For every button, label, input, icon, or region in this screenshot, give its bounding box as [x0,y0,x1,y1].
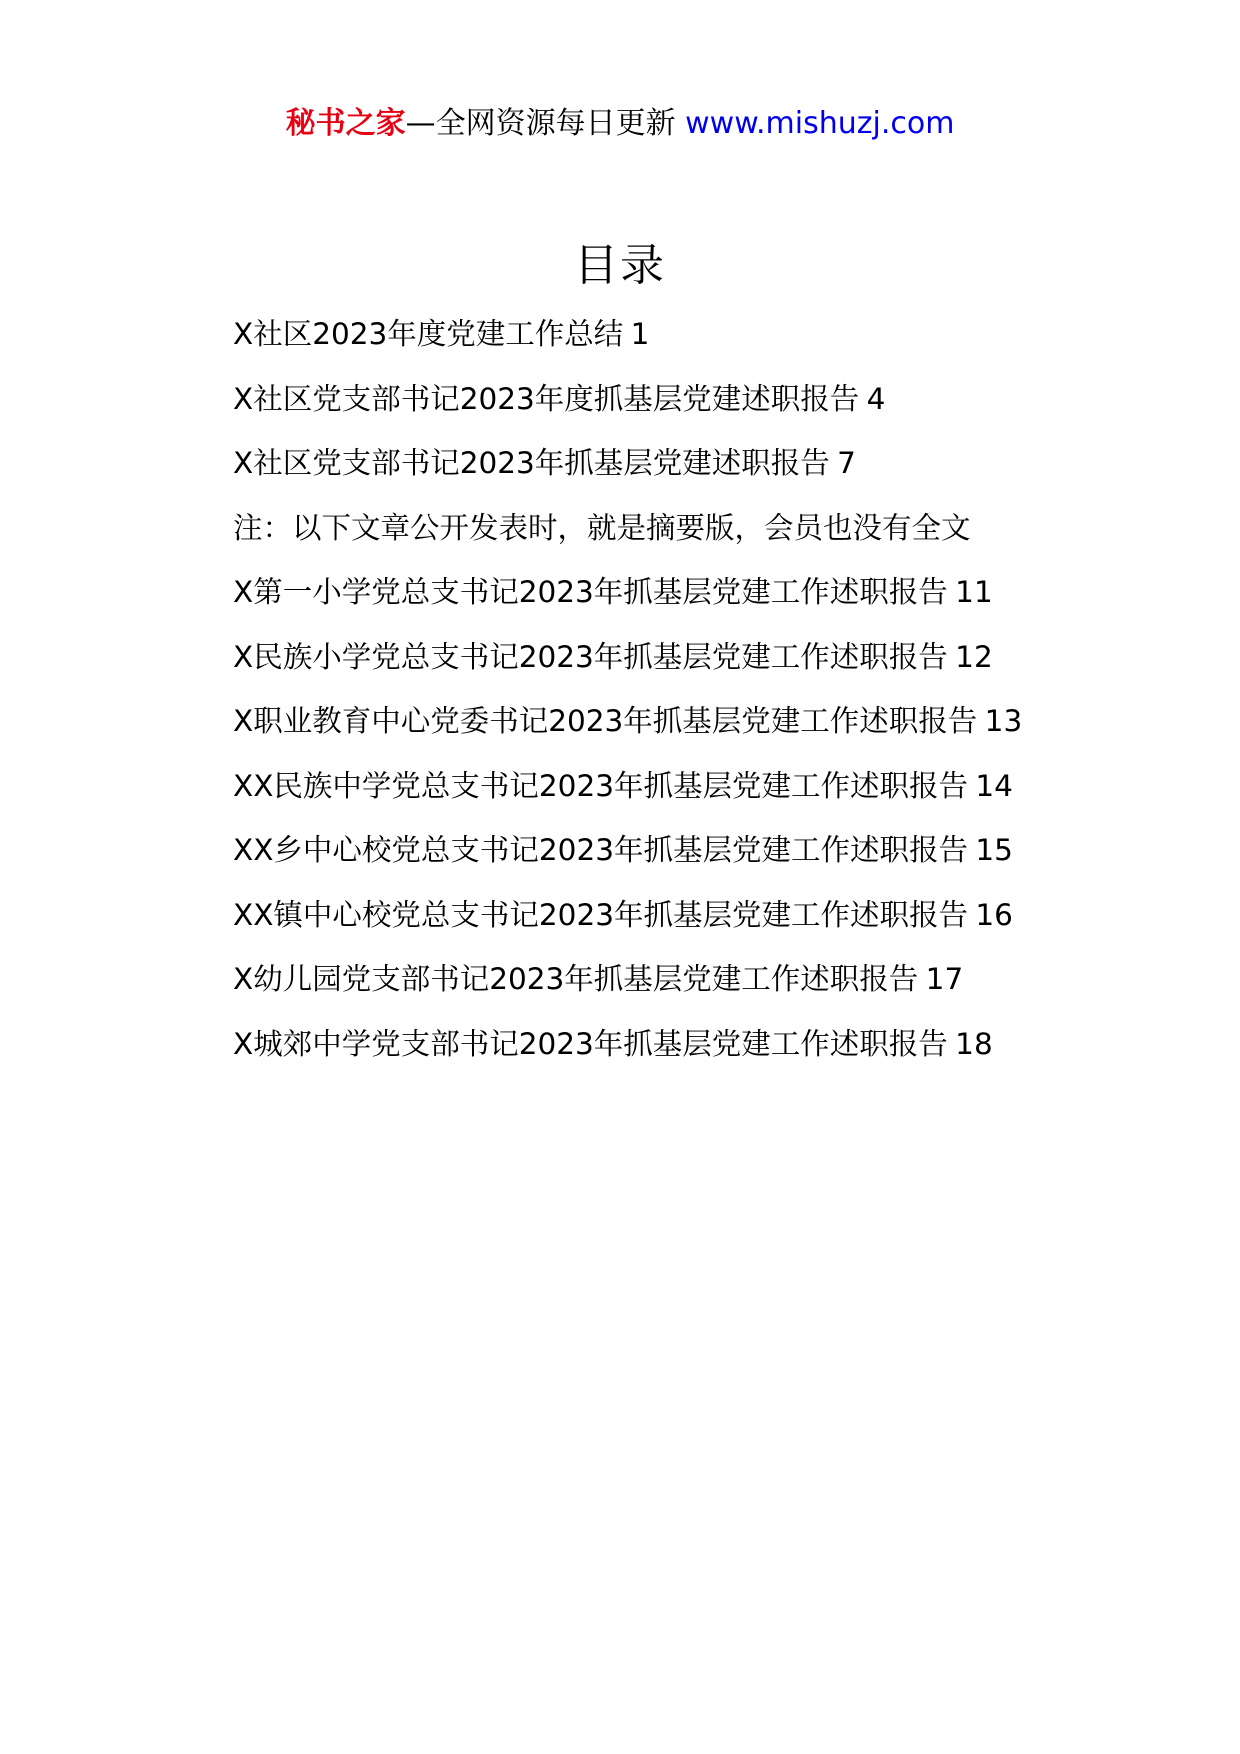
toc-entry-title: X社区2023年度党建工作总结 [233,317,624,351]
toc-entry[interactable] [167,754,1081,819]
toc-entry-title: XX镇中心校党总支书记2023年抓基层党建工作述职报告 [233,897,968,932]
toc-entry-title: XX民族中学党总支书记2023年抓基层党建工作述职报告 [233,768,968,803]
toc-entry[interactable] [167,302,1081,367]
toc-entry-title: X社区党支部书记2023年度抓基层党建述职报告 [233,381,860,416]
toc-entry[interactable] [167,625,1081,690]
brand-name: 秘书之家 [285,106,406,141]
toc-entry[interactable] [167,431,1081,496]
toc-entry-page: 15 [975,833,1013,867]
toc-entry-title: X幼儿园党支部书记2023年抓基层党建工作述职报告 [233,962,919,996]
toc-entry[interactable] [167,1012,1081,1077]
website-link[interactable]: www.mishuzj.com [685,106,955,141]
toc-entry[interactable] [167,689,1081,754]
toc-entry-page: 11 [955,575,993,609]
toc-entry-page: 14 [975,768,1013,803]
header-banner [0,102,1240,146]
toc-entry-page: 18 [955,1026,993,1061]
toc-entry-title: X城郊中学党支部书记2023年抓基层党建工作述职报告 [233,1026,948,1061]
page-title: 目录 [574,240,666,291]
toc-entry-page: 7 [837,446,856,480]
toc-entry[interactable] [167,560,1081,625]
toc-entry-title: X民族小学党总支书记2023年抓基层党建工作述职报告 [233,639,948,674]
toc-entry-page: 4 [866,381,886,416]
toc-entry-page: 13 [984,704,1023,738]
toc-entry[interactable] [167,367,1081,432]
toc-entry-title: X职业教育中心党委书记2023年抓基层党建工作述职报告 [233,704,978,738]
toc-entry-page: 16 [975,897,1013,932]
table-of-contents [167,302,1081,1076]
toc-entry-page: 17 [925,962,964,996]
toc-note [167,496,1081,561]
toc-note-text: 注：以下文章公开发表时，就是摘要版，会员也没有全文 [233,510,971,545]
toc-entry-title: X第一小学党总支书记2023年抓基层党建工作述职报告 [233,575,948,609]
toc-entry[interactable] [167,947,1081,1012]
toc-entry-title: X社区党支部书记2023年抓基层党建述职报告 [233,446,830,480]
toc-entry-page: 1 [630,317,650,351]
toc-entry[interactable] [167,818,1081,883]
toc-entry[interactable] [167,883,1081,948]
toc-entry-page: 12 [955,639,993,674]
header-tagline: —全网资源每日更新 [405,106,676,141]
toc-entry-title: XX乡中心校党总支书记2023年抓基层党建工作述职报告 [233,833,968,867]
